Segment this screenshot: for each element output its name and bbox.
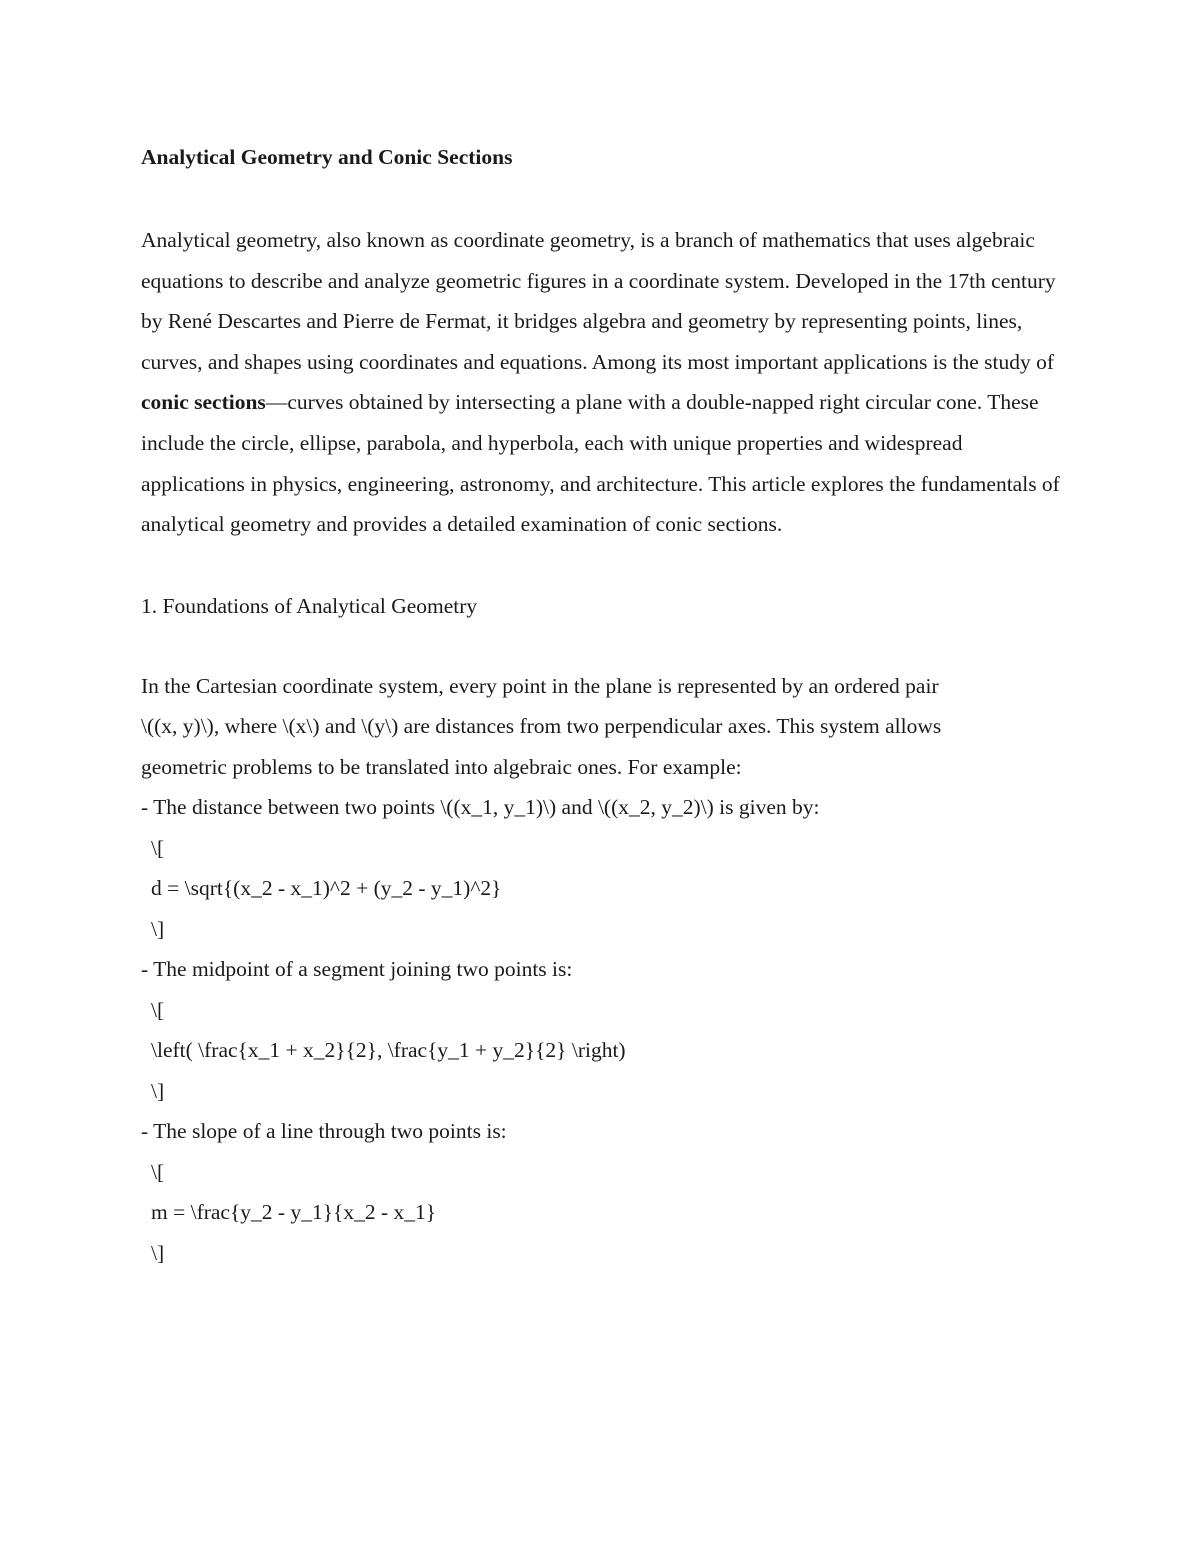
section-line: \((x, y)\), where \(x\) and \(y\) are distances from two perpendicular axes. This system allows (141, 714, 942, 739)
document-content (141, 140, 1061, 1273)
intro-paragraph (141, 220, 1061, 545)
document-title: Analytical Geometry and Conic Sections (141, 145, 513, 169)
equation-close: \] (151, 1240, 165, 1265)
intro-bold-term: conic sections (141, 390, 266, 415)
equation-slope: m = \frac{y_2 - y_1}{x_2 - x_1} (151, 1200, 437, 1225)
intro-text-part2: —curves obtained by intersecting a plane with a double-napped right circular cone. These include the circle, ellipse, parabola, and hyperbola, each with unique properties and widespread applications in physics, engineering, astronomy, and architecture. This article explores the fundamentals of analytical geometry and provides a detailed examination of conic sections. (141, 390, 1060, 537)
section-heading: 1. Foundations of Analytical Geometry (141, 593, 478, 618)
section-line: In the Cartesian coordinate system, every point in the plane is represented by an ordered pair (141, 673, 939, 698)
equation-close: \] (151, 1078, 165, 1103)
section-line: geometric problems to be translated into algebraic ones. For example: (141, 754, 742, 779)
equation-midpoint: \left( \frac{x_1 + x_2}{2}, \frac{y_1 + y_2}{2} \right) (151, 1038, 626, 1063)
section-body (141, 666, 1061, 1274)
equation-distance: d = \sqrt{(x_2 - x_1)^2 + (y_2 - y_1)^2} (151, 876, 502, 901)
list-item-midpoint: - The midpoint of a segment joining two points is: (141, 957, 573, 982)
intro-text-part1: Analytical geometry, also known as coordinate geometry, is a branch of mathematics that uses algebraic equations to describe and analyze geometric figures in a coordinate system. Developed in the 17th century by René Descartes and Pierre de Fermat, it bridges algebra and geometry by representing points, lines, curves, and shapes using coordinates and equations. Among its most important applications is the study of (141, 228, 1056, 374)
equation-open: \[ (151, 1159, 165, 1184)
equation-open: \[ (151, 997, 165, 1022)
list-item-slope: - The slope of a line through two points is: (141, 1119, 507, 1144)
equation-close: \] (151, 916, 165, 941)
equation-open: \[ (151, 835, 165, 860)
list-item-distance: - The distance between two points \((x_1, y_1)\) and \((x_2, y_2)\) is given by: (141, 795, 820, 820)
